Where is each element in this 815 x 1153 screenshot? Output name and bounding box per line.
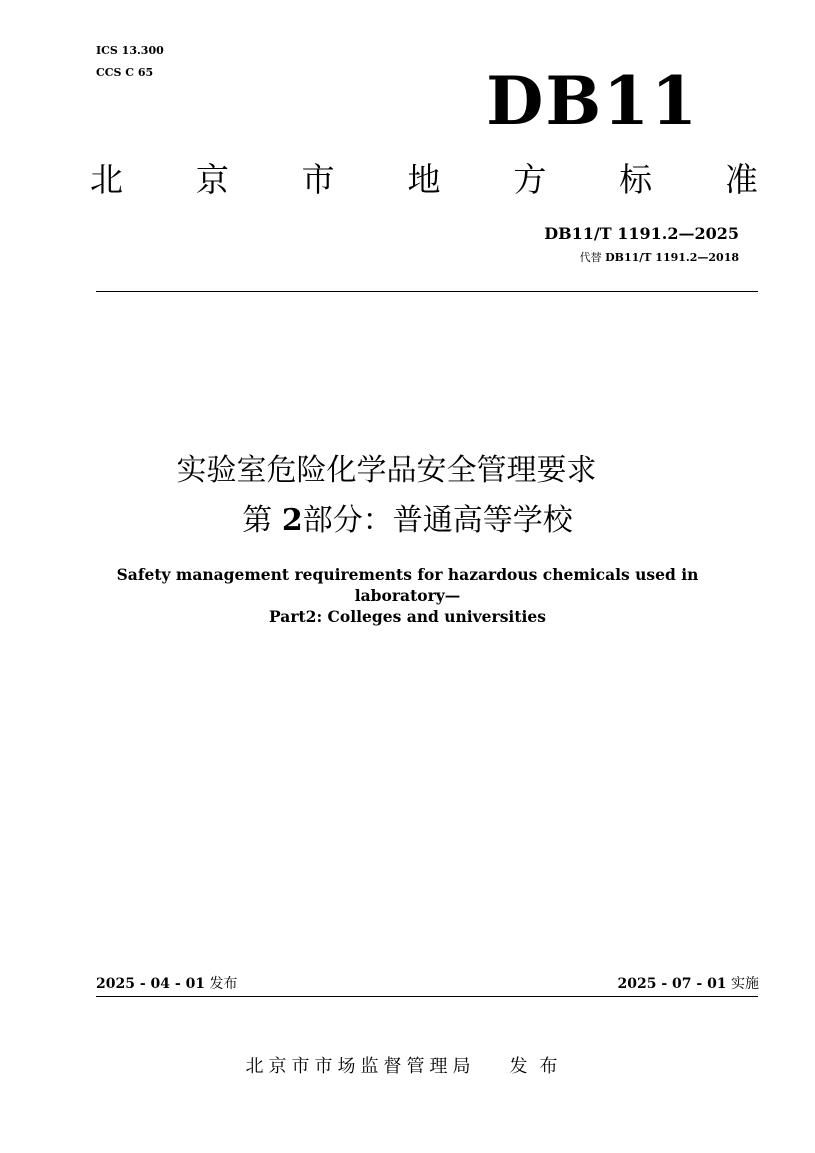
footer-divider: [96, 996, 758, 997]
issue-date-value: 2025 - 04 - 01: [96, 976, 206, 992]
replaces-standard: [580, 250, 739, 266]
chinese-title-part-number: 2: [281, 503, 303, 538]
standard-type-title: [90, 158, 758, 202]
replaces-number: DB11/T 1191.2—2018: [605, 251, 739, 264]
ics-code: ICS 13.300: [96, 44, 164, 57]
standard-type-char: 京: [195, 160, 229, 199]
publisher-line: [0, 1054, 815, 1080]
implementation-date-value: 2025 - 07 - 01: [617, 976, 727, 992]
standard-number: DB11/T 1191.2—2025: [544, 224, 739, 243]
standard-type-char: 市: [301, 160, 335, 199]
chinese-title-line1: 实验室危险化学品安全管理要求: [176, 453, 597, 488]
db11-logo: DB11: [486, 62, 699, 140]
english-title-line2: laboratory—: [354, 586, 461, 605]
implementation-date: [618, 974, 760, 994]
replaces-label: 代替: [579, 251, 602, 264]
chinese-title-line2: [0, 496, 815, 546]
header-divider: [96, 291, 758, 292]
standard-type-char: 北: [90, 160, 123, 199]
english-title-line1: Safety management requirements for hazardous chemicals used in: [116, 565, 699, 584]
ccs-code: CCS C 65: [96, 66, 154, 79]
chinese-title-part-name: 部分：普通高等学校: [302, 503, 573, 538]
standard-type-char: 准: [724, 160, 758, 199]
chinese-title: [0, 446, 815, 546]
english-title: [0, 564, 815, 627]
english-title-line3: Part2: Colleges and universities: [269, 607, 546, 626]
standard-type-char: 地: [407, 160, 441, 199]
issue-date-label: 发布: [209, 976, 238, 992]
classification-codes: [96, 40, 164, 84]
chinese-title-part-prefix: 第: [242, 503, 273, 538]
implementation-date-label: 实施: [731, 976, 759, 992]
publisher-action: 发布: [509, 1056, 570, 1077]
standard-type-char: 标: [619, 160, 653, 199]
publisher-organization: 北京市市场监督管理局: [245, 1056, 476, 1077]
standard-type-char: 方: [513, 160, 547, 199]
issue-date: [96, 974, 238, 994]
